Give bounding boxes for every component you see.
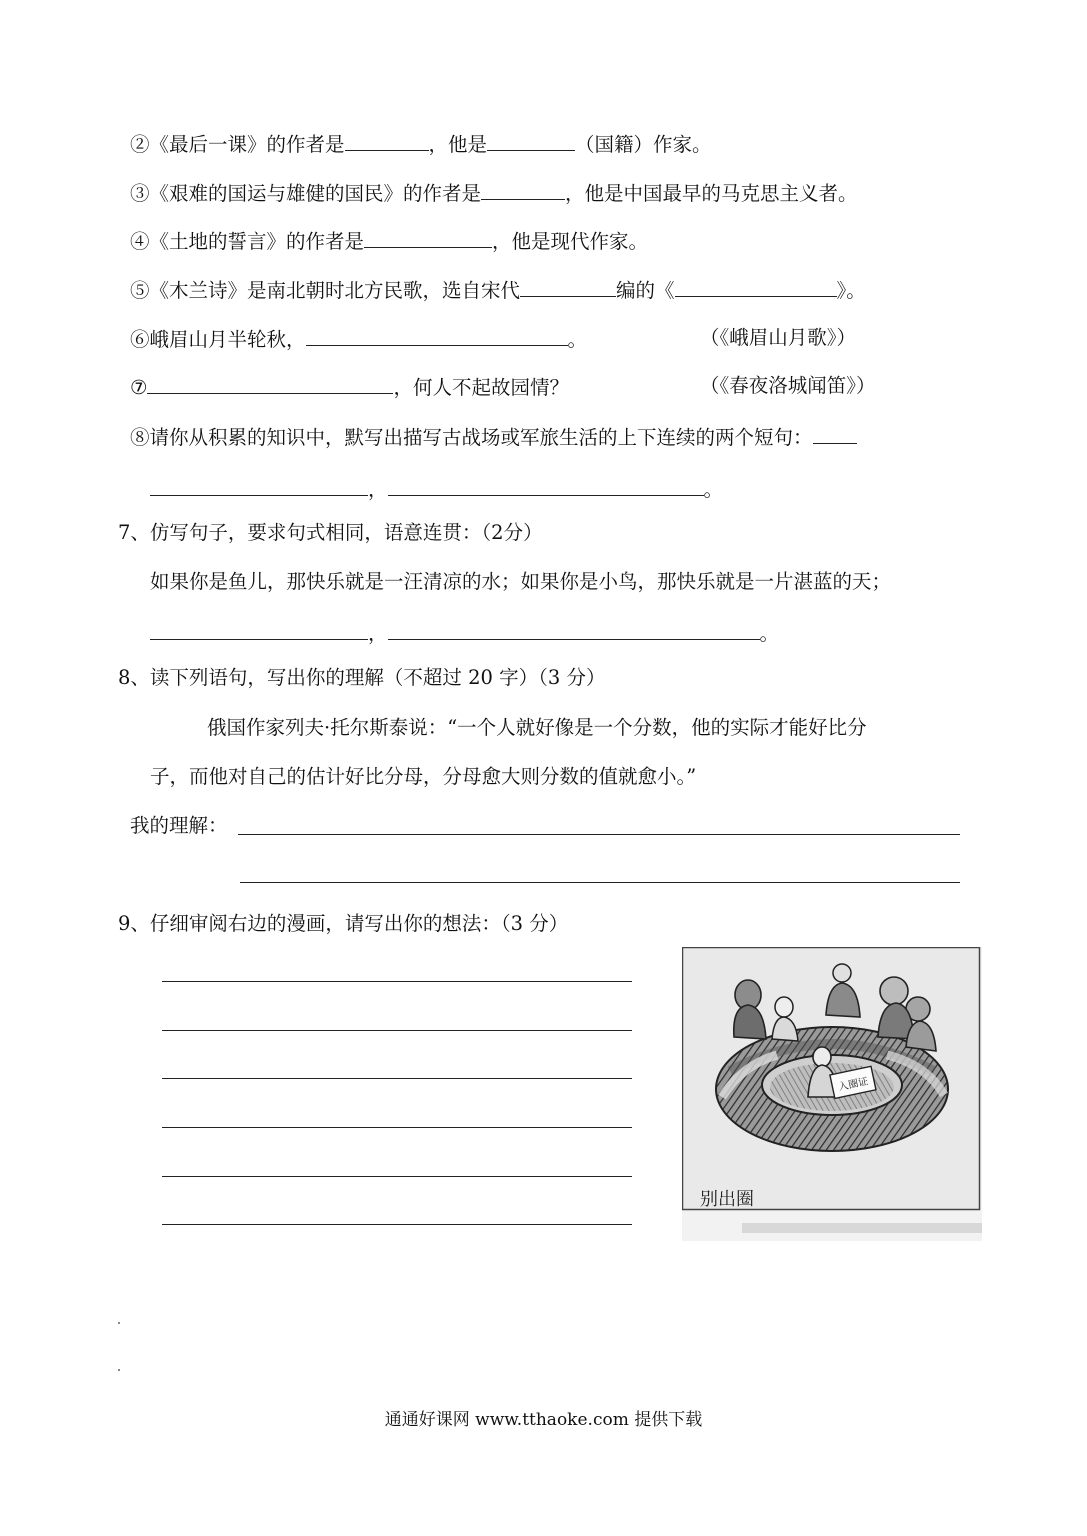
q9-answer-line-3[interactable]	[162, 1078, 632, 1079]
cartoon-caption: 别出圈	[700, 1189, 754, 1210]
cartoon-image	[682, 947, 982, 1241]
q8-answer-line-2[interactable]	[240, 882, 960, 883]
q9-answer-line-6[interactable]	[162, 1224, 632, 1225]
q6-item-5: ⑤《木兰诗》是南北朝时北方民歌，选自宋代 编的《 》。	[130, 279, 866, 302]
q6-item-6: ⑥峨眉山月半轮秋， 。	[130, 328, 588, 351]
q8-quote-line-1: 俄国作家列夫·托尔斯泰说：“一个人就好像是一个分数，他的实际才能好比分	[207, 716, 867, 739]
margin-mark	[118, 1322, 120, 1324]
q8-answer-line-1[interactable]	[238, 834, 960, 835]
q7-answer-line: ， 。	[150, 620, 779, 646]
q9-answer-line-2[interactable]	[162, 1030, 632, 1031]
q6-item-8: ⑧请你从积累的知识中，默写出描写古战场或军旅生活的上下连续的两个短句：	[130, 424, 857, 450]
q8-title: 8、读下列语句，写出你的理解（不超过 20 字）（3 分）	[118, 666, 606, 689]
answer-blank[interactable]	[388, 476, 704, 496]
answer-blank[interactable]	[388, 620, 760, 640]
q9-answer-line-4[interactable]	[162, 1127, 632, 1128]
q9-answer-line-1[interactable]	[162, 981, 632, 982]
q6-item-4: ④《土地的誓言》的作者是 ，他是现代作家。	[130, 230, 649, 253]
page-footer: 通通好课网 www.tthaoke.com 提供下载	[384, 1410, 703, 1430]
answer-blank[interactable]	[306, 326, 568, 346]
answer-blank[interactable]	[813, 424, 857, 444]
q6-item-7: ⑦ ，何人不起故园情？	[130, 376, 569, 399]
q8-answer-label: 我的理解：	[130, 814, 228, 837]
q6-item-8-answer-line: ， 。	[150, 476, 723, 502]
cartoon-paper-text: 入圈证	[837, 1076, 870, 1094]
answer-blank[interactable]	[520, 277, 616, 297]
q7-title: 7、仿写句子，要求句式相同，语意连贯：（2分）	[118, 521, 543, 544]
poem-source: （《峨眉山月歌》）	[700, 326, 857, 349]
q6-item-2: ②《最后一课》的作者是 ，他是 （国籍）作家。	[130, 133, 712, 156]
poem-source: （《春夜洛城闻笛》）	[700, 374, 876, 397]
q7-example: 如果你是鱼儿，那快乐就是一汪清凉的水；如果你是小鸟，那快乐就是一片湛蓝的天；	[150, 570, 892, 593]
answer-blank[interactable]	[487, 131, 575, 151]
q8-quote-line-2: 子，而他对自己的估计好比分母，分母愈大则分数的值就愈小。”	[150, 765, 697, 788]
margin-mark	[118, 1369, 120, 1371]
answer-blank[interactable]	[150, 476, 368, 496]
answer-blank[interactable]	[147, 374, 393, 394]
answer-blank[interactable]	[364, 228, 492, 248]
answer-blank[interactable]	[345, 131, 429, 151]
q9-answer-line-5[interactable]	[162, 1176, 632, 1177]
q9-title: 9、仔细审阅右边的漫画，请写出你的想法：（3 分）	[118, 912, 569, 935]
answer-blank[interactable]	[675, 277, 837, 297]
answer-blank[interactable]	[481, 180, 565, 200]
answer-blank[interactable]	[150, 620, 368, 640]
q6-item-3: ③《艰难的国运与雄健的国民》的作者是 ，他是中国最早的马克思主义者。	[130, 182, 858, 205]
